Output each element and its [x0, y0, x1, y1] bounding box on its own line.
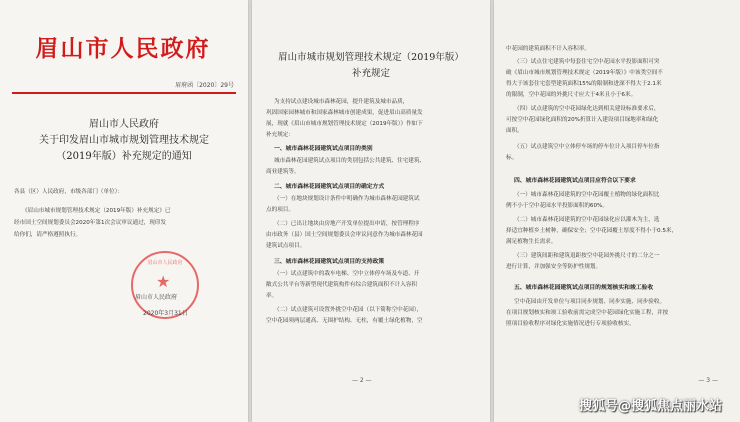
section-line: 点的项目。	[266, 207, 294, 213]
section-line: 例不小于空中花园水平投影面积的60%。	[506, 203, 608, 209]
section-line: （二）试点建筑可设置外挑空中花园（以下简称空中花园），	[274, 307, 423, 313]
body-line: 给你们，请严格遵照执行。	[14, 232, 82, 238]
source-watermark: 搜狐号@搜狐焦点丽水站	[578, 399, 722, 414]
section-line: 空中花园须两层通高、无围护结构、无柱，有覆土绿化植物，空	[266, 318, 423, 324]
document-number: 眉府函〔2020〕29号	[175, 82, 234, 89]
section-line: （三）建筑间距和建筑退距按空中花园外挑尺寸的二分之一	[514, 253, 660, 259]
section-line: 满足植物生长需求。	[506, 239, 557, 245]
section-line: 择适宜种植乡土树种，确保安全；空中花园覆土厚度不得小于0.5米，	[506, 228, 678, 234]
regulation-title-line-2: 补充规定	[351, 68, 390, 79]
seal-text: 眉山市人民政府	[147, 260, 183, 266]
body-line: 得大于该套住宅套型建筑面积15%的限制和进深不得大于2.1米	[506, 81, 662, 87]
notice-title-line-3: （2019年版）补充规定的通知	[56, 151, 192, 162]
section-line: 在项目规划核实和竣工验收前需完成空中花园绿化实施工程，并按	[506, 310, 669, 316]
body-line: 的限制，空中花园的外挑尺寸应大于4米且小于6米。	[506, 92, 637, 98]
intro-line: 巩固国家园林城市和国家森林城市创建成果，促进眉山高质量发	[266, 110, 423, 116]
section-heading: 一、城市森林花园建筑试点项目的类别	[274, 146, 373, 152]
section-heading: 二、城市森林花园建筑试点项目的确定方式	[274, 184, 385, 190]
page-number: — 2 —	[352, 377, 372, 384]
section-heading: 四、城市森林花园建筑试点项目应符合以下要求	[514, 178, 636, 184]
body-line: 标。	[506, 155, 518, 161]
body-line: 破《眉山市城市规划管理技术规定（2019年版）》中该类空间不	[506, 70, 663, 76]
salutation: 各县（区）人民政府，市级各部门（单位）：	[14, 189, 124, 195]
notice-page	[0, 0, 248, 422]
body-line: （四）试点建筑的空中花园绿化达到相关建设标准要求后，	[514, 106, 660, 112]
section-line: 城市森林花园建筑试点项目的类别包括公共建筑、住宅建筑、	[274, 158, 426, 164]
section-line: （一）试点建筑中的栽车电梯、空中立体停车场及车道、开	[274, 271, 420, 277]
regulation-page-3	[494, 0, 740, 422]
intro-line: 展，现就《眉山市城市规划管理技术规定（2019年版）》作如下	[266, 121, 423, 127]
section-line: 由市政务（县）国土空间规划委员会审议同意作为城市森林花园	[266, 232, 423, 238]
regulation-title-line-1: 眉山市城市规划管理技术规定（2019年版）	[278, 52, 464, 63]
signature-org: 眉山市人民政府	[135, 294, 178, 301]
section-heading: 三、城市森林花园建筑试点项目的支持政策	[274, 259, 385, 265]
body-line: 经市国土空间规划委员会2020年第1次会议审议通过，现印发	[14, 220, 167, 226]
section-heading: 五、城市森林花园建筑试点项目的规划核实和竣工验收	[514, 285, 654, 291]
section-line: （二）已出让地块由房地产开发单位提出申请，按管理程序	[274, 221, 420, 227]
section-line: （一）在地块规划设计条件中明确作为城市森林花园建筑试	[274, 196, 420, 202]
body-line: 《眉山市城市规划管理技术规定（2019年版）补充规定》已	[22, 208, 171, 214]
red-divider	[12, 92, 236, 94]
intro-line: 补充规定：	[266, 132, 294, 138]
page-number: — 3 —	[698, 377, 718, 384]
signature-date: 2020年3月31日	[143, 310, 188, 317]
red-header: 眉山市人民政府	[35, 35, 211, 62]
body-line: 中花园的建筑面积不计入容积率。	[506, 46, 590, 52]
section-line: 敞式公共平台等新型现代建筑构件有综合建筑面积不计入容积	[266, 282, 418, 288]
section-line: 空中花园由开发单位与项目同步规划、同步实施、同步验收。	[514, 299, 666, 305]
section-line: 进行计算，并加强安全等防护性规划。	[506, 264, 602, 270]
regulation-page-2	[252, 0, 490, 422]
notice-title-line-1: 眉山市人民政府	[89, 119, 159, 130]
section-line: （二）城市森林花园建筑的空中花园绿化应以灌木为主，选	[514, 217, 660, 223]
intro-line: 为支持试点建设城市森林花园，提升建筑及城市品质，	[274, 99, 409, 105]
section-line: 商业建筑等。	[266, 169, 300, 175]
section-line: （一）城市森林花园建筑的空中花园覆土植物的绿化面积比	[514, 192, 660, 198]
section-line: 建筑试点项目。	[266, 243, 306, 249]
section-line: 率。	[266, 293, 278, 299]
section-line: 照项目验收程序对绿化实施情况进行专项验收核实。	[506, 321, 635, 327]
body-line: 可按空中花园绿化面积的20%折算计入建设项目绿地率和绿化	[506, 117, 659, 123]
body-line: 面积。	[506, 128, 523, 134]
notice-title-line-2: 关于印发眉山市城市规划管理技术规定	[39, 135, 209, 146]
body-line: （五）试点建筑空中立体停车场的停车位计入项目停车位指	[514, 144, 660, 150]
body-line: （三）试点住宅建筑中每套住宅空中花园水平投影面积可突	[514, 59, 660, 65]
